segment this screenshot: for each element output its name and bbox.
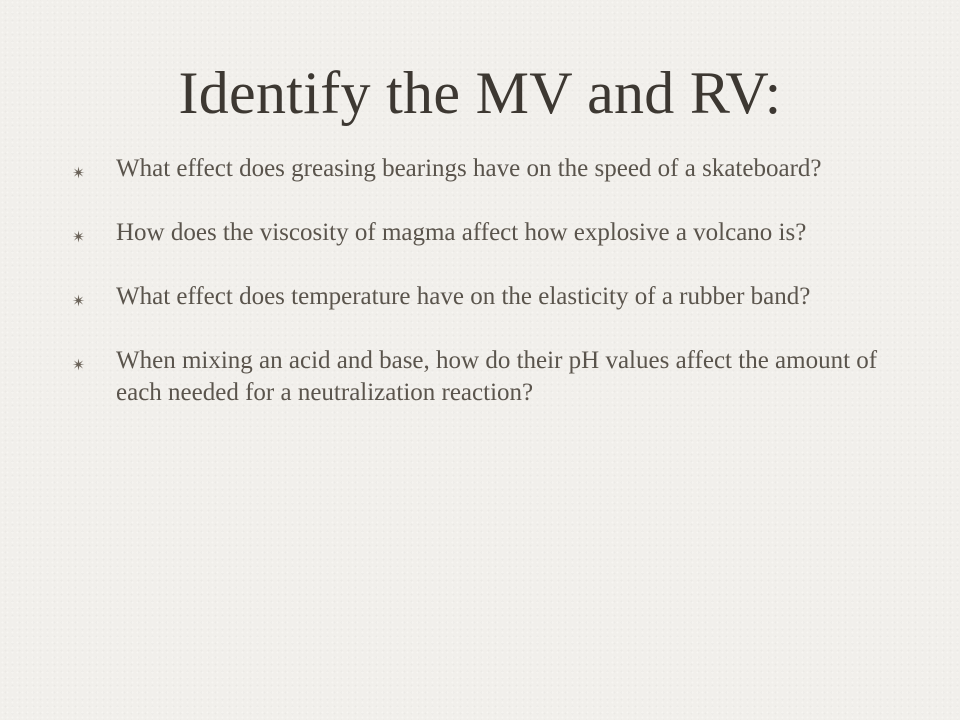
list-item [72,217,902,249]
bullet-text: When mixing an acid and base, how do their pH values affect the amount of each needed for a neutralization reaction? [116,347,878,406]
bullet-text: What effect does temperature have on the elasticity of a rubber band? [116,283,811,310]
list-item [72,153,902,185]
star-bullet-icon [72,358,85,371]
slide-title: Identify the MV and RV: [178,60,782,126]
list-item [72,281,902,313]
star-bullet-icon [72,230,85,243]
bullet-text: How does the viscosity of magma affect how explosive a volcano is? [116,219,807,246]
star-bullet-icon [72,166,85,179]
bullet-text: What effect does greasing bearings have on the speed of a skateboard? [116,155,822,182]
bullet-list [72,153,902,441]
list-item [72,345,902,409]
star-bullet-icon [72,294,85,307]
